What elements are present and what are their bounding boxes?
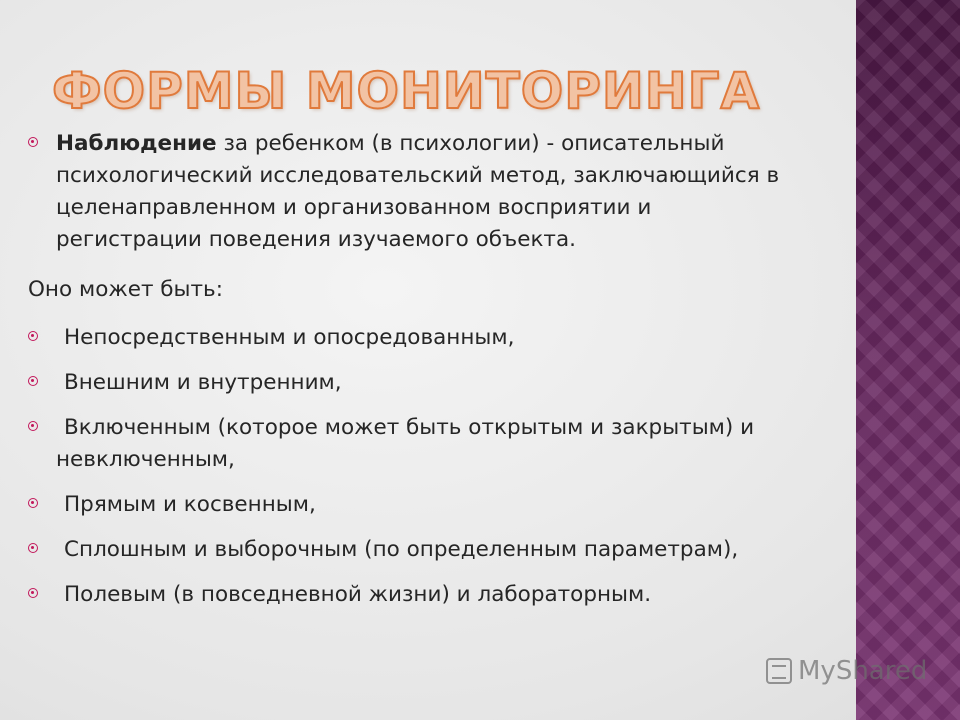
bullet-icon xyxy=(28,376,38,386)
definition-term: Наблюдение xyxy=(56,131,217,156)
definition-line-3: целенаправленном и организованном восприятии и xyxy=(56,195,652,220)
list-item-text: Включенным (которое может быть открытым и закрытым) и xyxy=(64,415,755,440)
definition-line-1 xyxy=(56,128,898,160)
bullet-icon xyxy=(28,543,38,553)
list-item-text: Сплошным и выборочным (по определенным параметрам), xyxy=(64,537,739,562)
list-item xyxy=(28,534,898,566)
list-item xyxy=(28,367,898,399)
list-item-text: Непосредственным и опосредованным, xyxy=(64,325,515,350)
bullet-icon xyxy=(28,498,38,508)
list-item-text: Прямым и косвенным, xyxy=(64,492,316,517)
intro-text: Оно может быть: xyxy=(28,277,223,302)
bullet-icon xyxy=(28,588,38,598)
definition-paragraph xyxy=(28,128,898,256)
definition-line-4: регистрации поведения изучаемого объекта. xyxy=(56,227,576,252)
projector-icon xyxy=(766,658,792,684)
bullet-icon xyxy=(28,331,38,341)
list-item-continuation: невключенным, xyxy=(56,447,235,472)
definition-line-2: психологический исследовательский метод, заключающийся в xyxy=(56,163,780,188)
slide-title: ФОРМЫ МОНИТОРИНГА xyxy=(52,62,761,120)
slide-body xyxy=(28,128,898,624)
list-item-text: Внешним и внутренним, xyxy=(64,370,342,395)
definition-line-1-rest: за ребенком (в психологии) - описательный xyxy=(216,131,725,156)
bullet-icon xyxy=(28,421,38,431)
list-item xyxy=(28,322,898,354)
watermark-text: MyShared xyxy=(798,656,928,686)
list-item xyxy=(28,412,898,476)
watermark xyxy=(766,656,927,686)
list-item xyxy=(28,579,898,611)
list-item-text: Полевым (в повседневной жизни) и лабораторным. xyxy=(64,582,652,607)
list-item xyxy=(28,489,898,521)
bullet-icon xyxy=(28,137,38,147)
